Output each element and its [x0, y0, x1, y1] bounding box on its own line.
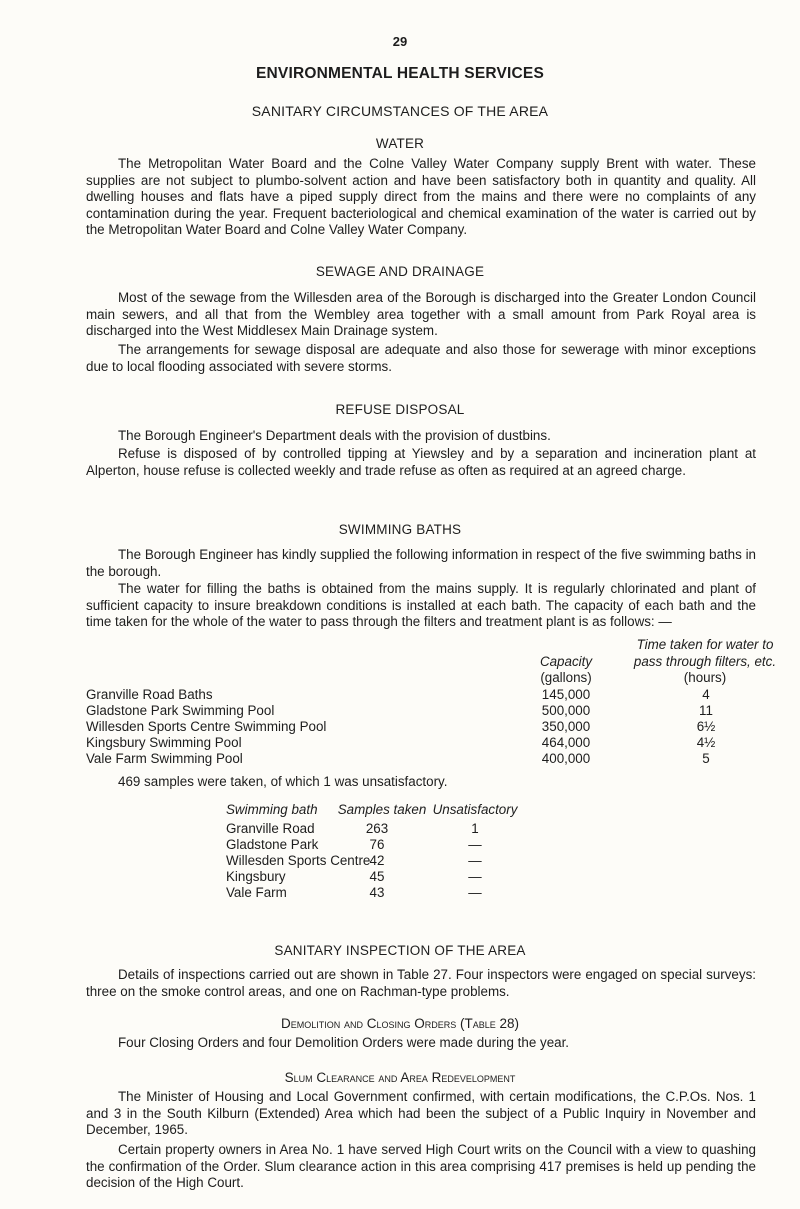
bath-capacity: 145,000	[541, 687, 591, 702]
table-row	[226, 837, 566, 853]
heading-sewage: SEWAGE AND DRAINAGE	[315, 264, 485, 279]
swimming-paragraph-1	[86, 547, 756, 580]
swimming-paragraph-2	[86, 581, 756, 631]
sewage-text-1: Most of the sewage from the Willesden area of the Borough is discharged into the Greater London Council main sewers, and all that from the Wembley area together with a small amount from Park Royal area is discharged into the West Middlesex Main Drainage system.	[86, 290, 756, 338]
table-row	[86, 735, 766, 751]
refuse-text-1: The Borough Engineer's Department deals with the provision of dustbins.	[118, 428, 551, 443]
sample-bath: Willesden Sports Centre	[226, 853, 371, 868]
sample-unsat: —	[468, 885, 482, 900]
heading-slum-clearance: Slum Clearance and Area Redevelopment	[284, 1070, 516, 1085]
sample-unsat: —	[468, 853, 482, 868]
col-header-capacity-unit: (gallons)	[540, 670, 592, 685]
table-row	[226, 853, 566, 869]
table-row	[86, 719, 766, 735]
heading-water: WATER	[375, 136, 425, 151]
refuse-paragraph-2	[86, 446, 756, 479]
bath-name: Willesden Sports Centre Swimming Pool	[86, 719, 327, 734]
bath-name: Kingsbury Swimming Pool	[86, 735, 242, 750]
inspection-text: Details of inspections carried out are shown in Table 27. Four inspectors were engaged on special surveys: three on the smoke control areas, and one on Rachman-type problems.	[86, 967, 756, 999]
page-number: 29	[392, 34, 408, 49]
sewage-paragraph-2	[86, 342, 756, 375]
heading-demolition: Demolition and Closing Orders (Table 28)	[280, 1016, 520, 1031]
col-header-time-line1: Time taken for water to	[636, 637, 774, 652]
sample-bath: Vale Farm	[226, 885, 287, 900]
bath-capacity: 350,000	[541, 719, 591, 734]
bath-time: 6½	[696, 719, 716, 734]
page-title: ENVIRONMENTAL HEALTH SERVICES	[256, 65, 544, 82]
samples-header-row	[226, 802, 566, 818]
heading-refuse: REFUSE DISPOSAL	[335, 402, 465, 417]
demolition-paragraph	[86, 1035, 756, 1052]
sewage-paragraph-1	[86, 290, 756, 340]
sample-unsat: —	[468, 837, 482, 852]
col-header-time-unit: (hours)	[683, 670, 727, 685]
table-row	[226, 869, 566, 885]
col-header-capacity: Capacity	[539, 654, 593, 669]
samples-note: 469 samples were taken, of which 1 was unsatisfactory.	[118, 774, 448, 789]
refuse-text-2: Refuse is disposed of by controlled tipping at Yiewsley and by a separation and incineration plant at Alperton, house refuse is collected weekly and trade refuse as often as required at an agreed charge.	[86, 446, 756, 478]
slum-paragraph-2	[86, 1142, 756, 1192]
sample-unsat: —	[468, 869, 482, 884]
samples-col-taken: Samples taken	[337, 802, 427, 817]
table-row	[86, 703, 766, 719]
sample-taken: 43	[369, 885, 385, 900]
table-row	[226, 885, 566, 901]
demolition-text: Four Closing Orders and four Demolition Orders were made during the year.	[118, 1035, 570, 1050]
col-header-time-line2: pass through filters, etc.	[633, 654, 777, 669]
swimming-text-1: The Borough Engineer has kindly supplied the following information in respect of the five swimming baths in the borough.	[86, 547, 756, 579]
slum-text-2: Certain property owners in Area No. 1 have served High Court writs on the Council with a view to quashing the confirmation of the Order. Slum clearance action in this area comprising 417 premises is held up pending the decision of the High Court.	[86, 1142, 756, 1190]
sample-unsat: 1	[471, 821, 479, 836]
section-heading-sanitary-circumstances: SANITARY CIRCUMSTANCES OF THE AREA	[251, 103, 549, 119]
samples-col-bath: Swimming bath	[226, 802, 318, 817]
heading-swimming: SWIMMING BATHS	[338, 522, 462, 537]
slum-text-1: The Minister of Housing and Local Government confirmed, with certain modifications, the C.P.Os. Nos. 1 and 3 in the South Kilburn (Extended) Area which had been the subject of a Public Inquiry in November and December, 1965.	[86, 1089, 756, 1137]
sample-taken: 263	[365, 821, 389, 836]
bath-time: 4	[702, 687, 710, 702]
bath-time: 4½	[696, 735, 716, 750]
water-paragraph	[86, 156, 756, 239]
sample-taken: 42	[369, 853, 385, 868]
samples-col-unsat: Unsatisfactory	[432, 802, 518, 817]
sewage-text-2: The arrangements for sewage disposal are adequate and also those for sewerage with minor exceptions due to local flooding associated with severe storms.	[86, 342, 756, 374]
bath-capacity: 500,000	[541, 703, 591, 718]
heading-inspection: SANITARY INSPECTION OF THE AREA	[274, 943, 526, 958]
table-row	[226, 821, 566, 837]
table-row	[86, 751, 766, 767]
bath-time: 11	[699, 703, 713, 718]
sample-bath: Kingsbury	[226, 869, 286, 884]
bath-capacity: 464,000	[541, 735, 591, 750]
bath-capacity: 400,000	[541, 751, 591, 766]
sample-bath: Gladstone Park	[226, 837, 319, 852]
inspection-paragraph	[86, 967, 756, 1000]
sample-taken: 76	[369, 837, 385, 852]
bath-name: Gladstone Park Swimming Pool	[86, 703, 275, 718]
bath-name: Granville Road Baths	[86, 687, 213, 702]
refuse-paragraph-1	[86, 428, 756, 445]
slum-paragraph-1	[86, 1089, 756, 1139]
swimming-text-2: The water for filling the baths is obtained from the mains supply. It is regularly chlorinated and plant of sufficient capacity to insure breakdown conditions is installed at each bath. The capacity of each bath and the time taken for the whole of the water to pass through the filters and treatment plant is as follows: —	[86, 581, 756, 629]
sample-taken: 45	[369, 869, 385, 884]
bath-name: Vale Farm Swimming Pool	[86, 751, 243, 766]
table-row	[86, 687, 766, 703]
sample-bath: Granville Road	[226, 821, 315, 836]
bath-time: 5	[702, 751, 710, 766]
water-text: The Metropolitan Water Board and the Colne Valley Water Company supply Brent with water. These supplies are not subject to plumbo-solvent action and have been satisfactory both in quantity and quality. All dwelling houses and flats have a piped supply direct from the mains and there were no complaints of any contamination during the year. Frequent bacteriological and chemical examination of the water is carried out by the Metropolitan Water Board and Colne Valley Water Company.	[86, 156, 756, 237]
